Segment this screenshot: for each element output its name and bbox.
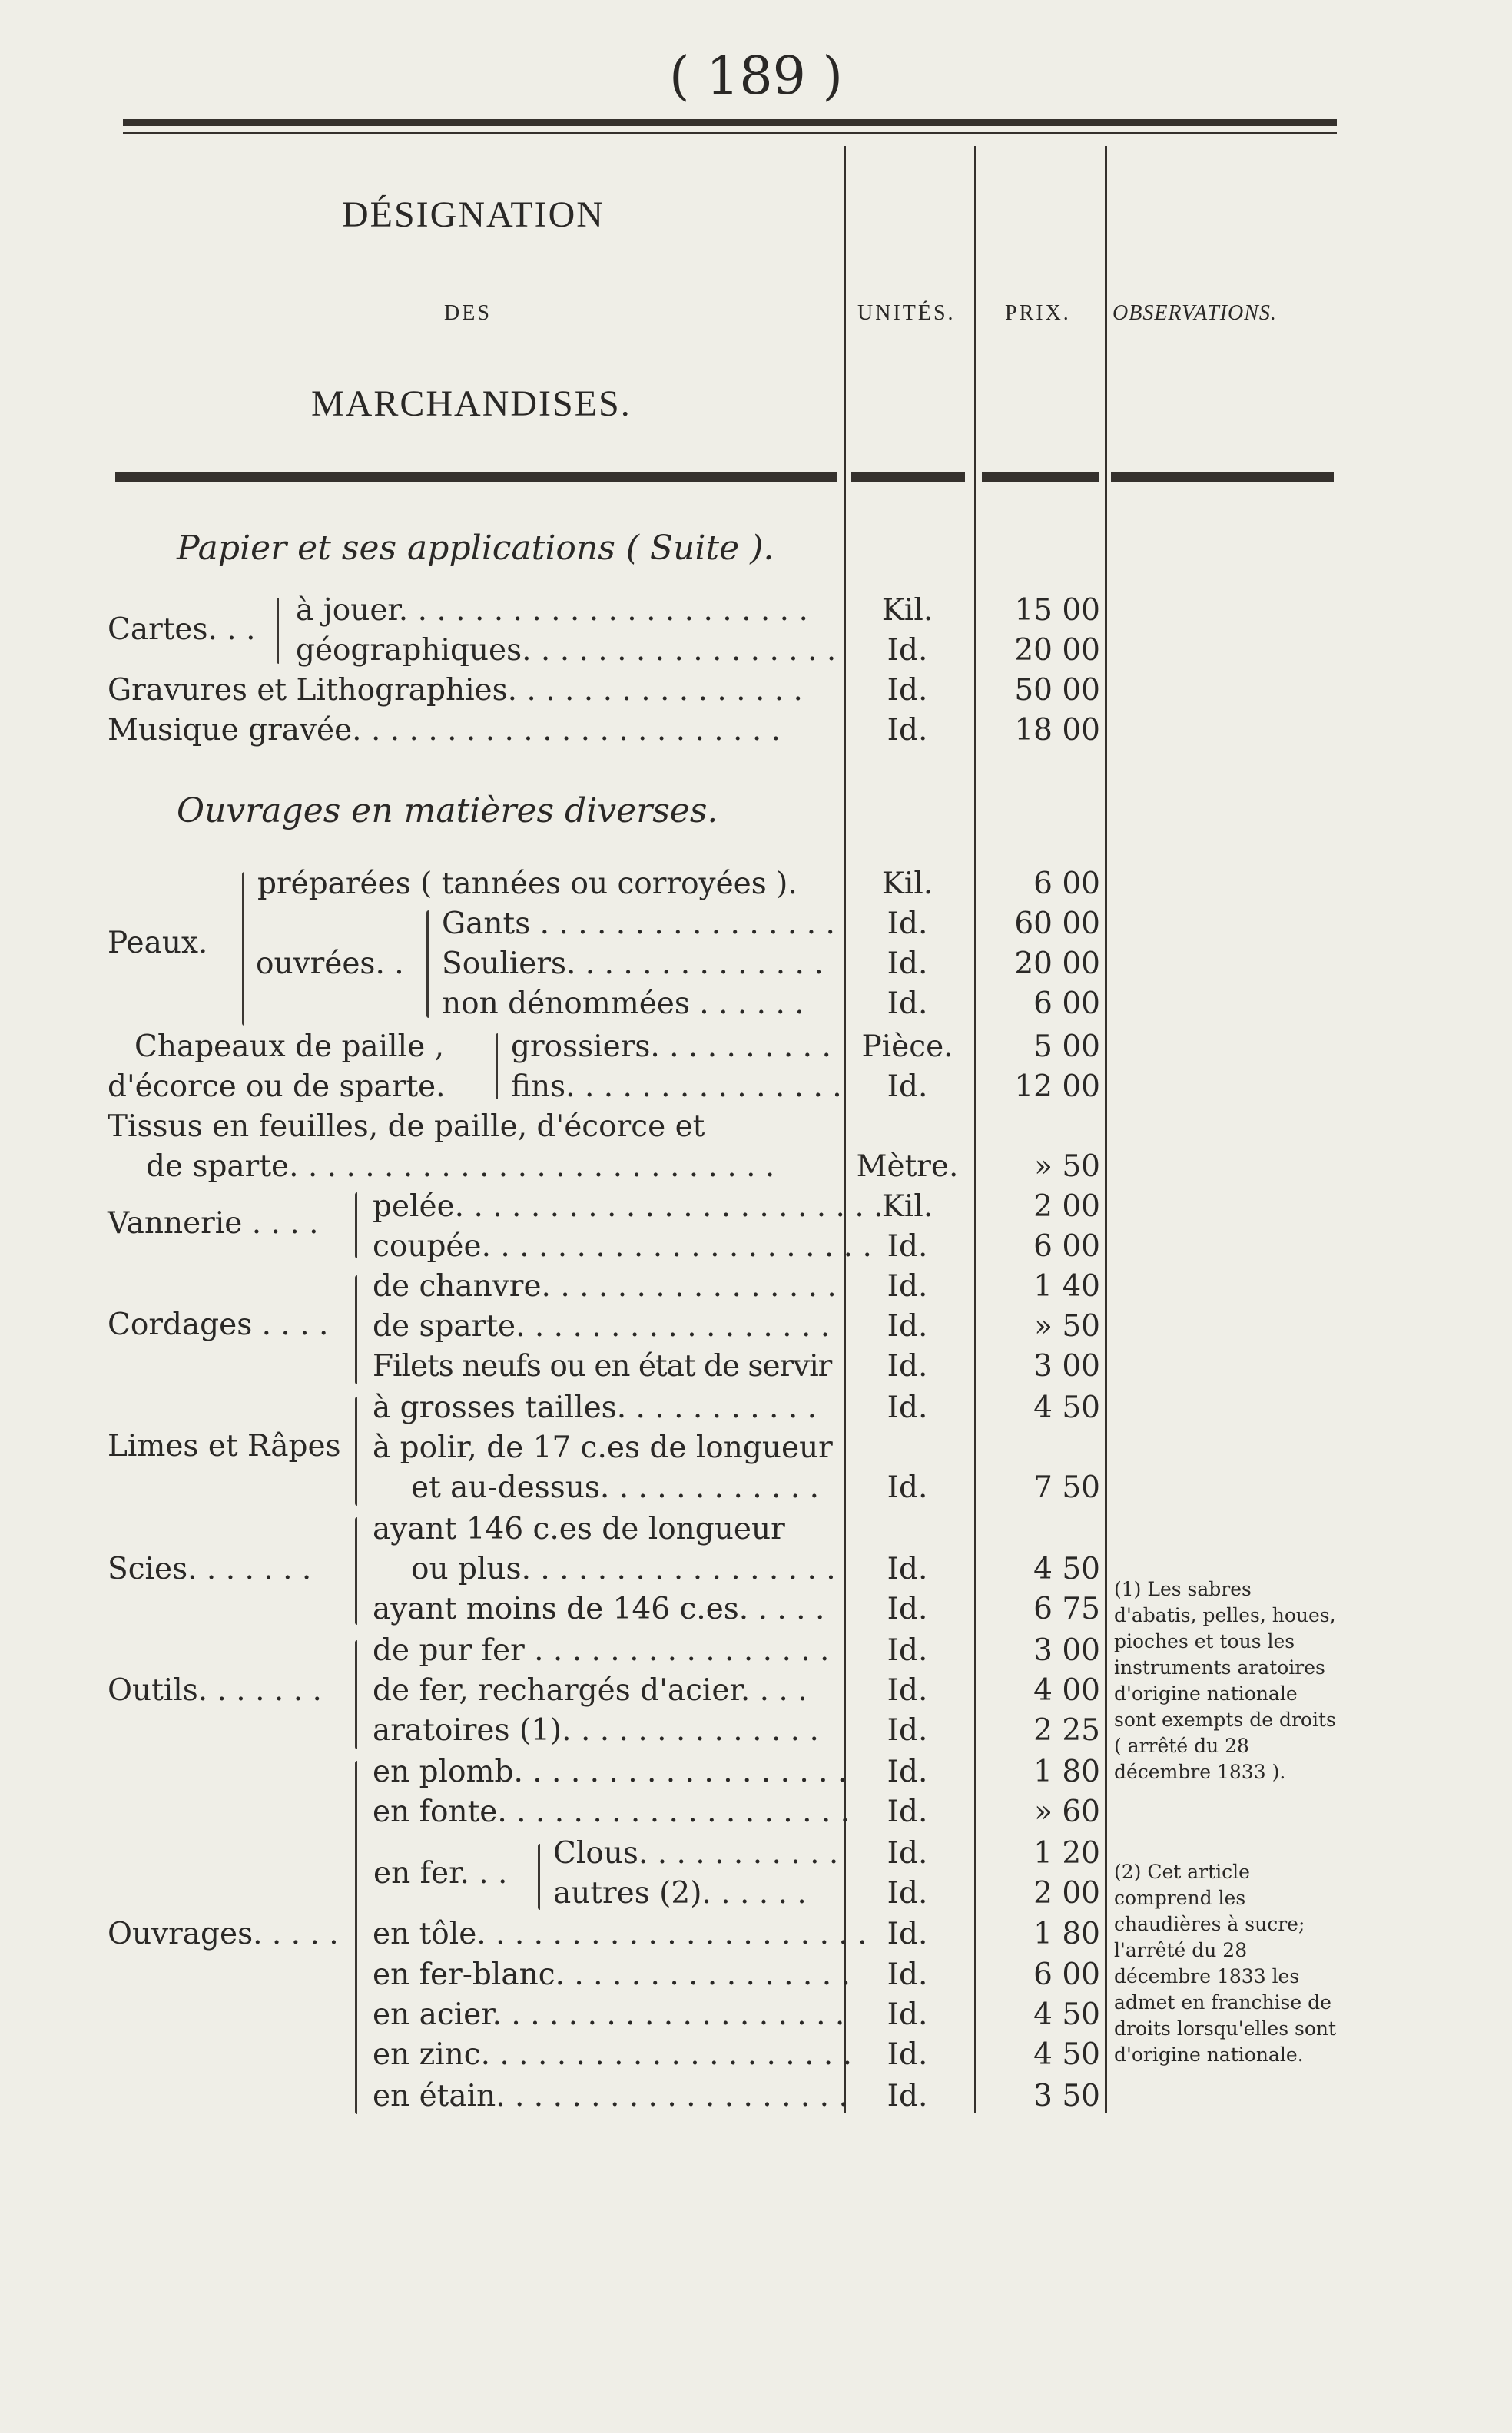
row-price: 6 75	[1033, 1592, 1100, 1626]
row-unit: Kil.	[881, 593, 933, 628]
row-label: autres (2). . . . . .	[553, 1876, 807, 1911]
row-price: 1 80	[1033, 1755, 1100, 1789]
row-label: en fonte. . . . . . . . . . . . . . . . . . .	[373, 1795, 850, 1829]
row-price: 1 20	[1033, 1836, 1100, 1871]
row-unit: Id.	[887, 1269, 928, 1304]
row-label: en tôle. . . . . . . . . . . . . . . . . . . . .	[373, 1917, 867, 1951]
row-price: 6 00	[1033, 1229, 1100, 1264]
row-price: 4 50	[1033, 2037, 1100, 2072]
tariff-row	[0, 1795, 1512, 1833]
tariff-row	[0, 1269, 1512, 1308]
row-unit: Id.	[887, 1997, 928, 2032]
footnote-1: (1) Les sabres d'abatis, pelles, houes, pioches et tous les instruments aratoires d'origine nationale sont exempts de droits ( arrêté du 28 décembre 1833 ).	[1114, 1578, 1336, 1783]
row-price: 4 50	[1033, 1391, 1100, 1425]
row-price: 2 00	[1033, 1189, 1100, 1224]
tariff-row	[0, 1391, 1512, 1429]
row-price: 20 00	[1014, 633, 1100, 668]
section-title: Papier et ses applications ( Suite ).	[177, 529, 774, 568]
header-prix: PRIX.	[1005, 301, 1071, 325]
row-unit: Id.	[887, 1229, 928, 1264]
row-price: 1 80	[1033, 1917, 1100, 1951]
tariff-row	[0, 2079, 1512, 2117]
group-label: Scies. . . . . . .	[108, 1552, 312, 1586]
header-des: DES	[444, 301, 492, 325]
group-label: en fer. . .	[373, 1856, 508, 1891]
row-label: ou plus. . . . . . . . . . . . . . . . .	[411, 1552, 836, 1586]
header-unites: UNITÉS.	[857, 301, 956, 325]
row-price: 50 00	[1014, 673, 1100, 708]
tariff-row	[0, 1349, 1512, 1387]
row-unit: Id.	[887, 1349, 928, 1384]
row-unit: Id.	[887, 946, 928, 981]
row-label: grossiers. . . . . . . . . .	[511, 1029, 831, 1064]
tariff-row	[0, 1512, 1512, 1550]
group-label: d'écorce ou de sparte.	[108, 1069, 446, 1104]
row-label: à grosses tailles. . . . . . . . . . .	[373, 1391, 817, 1425]
row-label: en zinc. . . . . . . . . . . . . . . . . . . .	[373, 2037, 853, 2072]
tariff-row	[0, 1470, 1512, 1509]
header-rule	[1111, 472, 1334, 482]
row-price: 3 00	[1033, 1349, 1100, 1384]
tariff-row	[0, 1109, 1512, 1148]
row-price: 6 00	[1033, 867, 1100, 901]
tariff-row	[0, 1069, 1512, 1108]
group-label: Cordages . . . .	[108, 1308, 329, 1342]
row-unit: Id.	[887, 1876, 928, 1911]
row-label: en plomb. . . . . . . . . . . . . . . . . .	[373, 1755, 847, 1789]
row-unit: Id.	[887, 1673, 928, 1708]
row-label: Souliers. . . . . . . . . . . . . .	[442, 946, 824, 981]
tariff-row	[0, 1309, 1512, 1347]
row-price: 1 40	[1033, 1269, 1100, 1304]
row-price: 6 00	[1033, 1957, 1100, 1992]
group-label: Ouvrages. . . . .	[108, 1917, 339, 1951]
row-unit: Id.	[887, 1755, 928, 1789]
row-label: aratoires (1). . . . . . . . . . . . . .	[373, 1713, 819, 1748]
row-unit: Id.	[887, 1713, 928, 1748]
row-unit: Id.	[887, 713, 928, 747]
group-label: Peaux.	[108, 926, 208, 960]
row-unit: Id.	[887, 1836, 928, 1871]
row-label: coupée. . . . . . . . . . . . . . . . . . . . .	[373, 1229, 872, 1264]
row-unit: Id.	[887, 1592, 928, 1626]
tariff-row	[0, 593, 1512, 631]
row-unit: Id.	[887, 1795, 928, 1829]
row-label: en fer-blanc. . . . . . . . . . . . . . . .	[373, 1957, 850, 1992]
row-unit: Id.	[887, 1917, 928, 1951]
row-unit: Id.	[887, 633, 928, 668]
row-label: Tissus en feuilles, de paille, d'écorce et	[108, 1109, 705, 1144]
row-label: pelée. . . . . . . . . . . . . . . . . . . . . . .	[373, 1189, 884, 1224]
group-label: Chapeaux de paille ,	[134, 1029, 444, 1064]
row-label: ayant moins de 146 c.es. . . . .	[373, 1592, 825, 1626]
row-label: de fer, rechargés d'acier. . . .	[373, 1673, 807, 1708]
row-price: 3 50	[1033, 2079, 1100, 2113]
row-unit: Id.	[887, 1957, 928, 1992]
tariff-row	[0, 1229, 1512, 1268]
group-label: Outils. . . . . . .	[108, 1673, 322, 1708]
row-price: 2 25	[1033, 1713, 1100, 1748]
row-label: Gants . . . . . . . . . . . . . . . .	[442, 907, 835, 941]
tariff-row	[0, 1149, 1512, 1188]
row-label: en étain. . . . . . . . . . . . . . . . . . .	[373, 2079, 848, 2113]
row-price: 12 00	[1014, 1069, 1100, 1104]
row-unit: Id.	[887, 1309, 928, 1344]
row-price: 4 50	[1033, 1997, 1100, 2032]
group-label: Limes et Râpes	[108, 1429, 341, 1463]
row-price: » 50	[1034, 1309, 1100, 1344]
row-unit: Id.	[887, 1552, 928, 1586]
row-price: 7 50	[1033, 1470, 1100, 1505]
tariff-row	[0, 713, 1512, 751]
tariff-row	[0, 986, 1512, 1025]
row-unit: Kil.	[881, 1189, 933, 1224]
row-unit: Id.	[887, 2079, 928, 2113]
tariff-row	[0, 1430, 1512, 1469]
row-label: de chanvre. . . . . . . . . . . . . . . .	[373, 1269, 837, 1304]
row-unit: Mètre.	[856, 1149, 959, 1184]
row-label: non dénommées . . . . . .	[442, 986, 804, 1021]
row-unit: Id.	[887, 1470, 928, 1505]
row-label: Musique gravée. . . . . . . . . . . . . . . . . . . . . . .	[108, 713, 781, 747]
tariff-row	[0, 633, 1512, 671]
row-unit: Pièce.	[861, 1029, 953, 1064]
row-price: 5 00	[1033, 1029, 1100, 1064]
tariff-row	[0, 1189, 1512, 1228]
page-number: ( 189 )	[668, 46, 844, 107]
tariff-row	[0, 907, 1512, 945]
row-unit: Kil.	[881, 867, 933, 901]
row-label: à jouer. . . . . . . . . . . . . . . . . . . . . .	[296, 593, 808, 628]
row-unit: Id.	[887, 1069, 928, 1104]
tariff-row	[0, 946, 1512, 985]
row-price: 2 00	[1033, 1876, 1100, 1911]
row-unit: Id.	[887, 1391, 928, 1425]
header-rule	[115, 472, 837, 482]
row-price: 15 00	[1014, 593, 1100, 628]
row-price: 60 00	[1014, 907, 1100, 941]
row-label: de sparte. . . . . . . . . . . . . . . . . . . . . . . . . .	[146, 1149, 775, 1184]
row-label: géographiques. . . . . . . . . . . . . . . . .	[296, 633, 837, 668]
tariff-row	[0, 1029, 1512, 1068]
row-unit: Id.	[887, 2037, 928, 2072]
tariff-row	[0, 867, 1512, 905]
row-label: de pur fer . . . . . . . . . . . . . . . .	[373, 1633, 830, 1668]
row-price: 3 00	[1033, 1633, 1100, 1668]
header-observations: OBSERVATIONS.	[1112, 301, 1277, 325]
header-designation: DÉSIGNATION	[342, 194, 605, 235]
row-unit: Id.	[887, 1633, 928, 1668]
group-label: Vannerie . . . .	[108, 1206, 319, 1241]
row-price: 18 00	[1014, 713, 1100, 747]
row-label: préparées ( tannées ou corroyées ).	[257, 867, 797, 901]
row-label: et au-dessus. . . . . . . . . . . .	[411, 1470, 820, 1505]
top-rule	[123, 119, 1337, 126]
tariff-row	[0, 673, 1512, 711]
row-unit: Id.	[887, 673, 928, 708]
row-price: 4 00	[1033, 1673, 1100, 1708]
row-price: » 60	[1034, 1795, 1100, 1829]
header-marchandises: MARCHANDISES.	[311, 383, 632, 424]
row-label: en acier. . . . . . . . . . . . . . . . . . .	[373, 1997, 845, 2032]
row-price: 6 00	[1033, 986, 1100, 1021]
row-label: à polir, de 17 c.es de longueur	[373, 1430, 833, 1465]
row-label: Filets neufs ou en état de servir	[373, 1349, 832, 1384]
footnote-2: (2) Cet article comprend les chaudières à sucre; l'arrêté du 28 décembre 1833 les admet en franchise de droits lorsqu'elles sont d'origine nationale.	[1114, 1861, 1337, 2066]
header-rule	[982, 472, 1099, 482]
row-unit: Id.	[887, 907, 928, 941]
row-label: Gravures et Lithographies. . . . . . . . . . . . . . . .	[108, 673, 803, 708]
row-label: ayant 146 c.es de longueur	[373, 1512, 785, 1546]
row-label: Clous. . . . . . . . . . .	[553, 1836, 839, 1871]
row-price: 4 50	[1033, 1552, 1100, 1586]
row-label: de sparte. . . . . . . . . . . . . . . . .	[373, 1309, 831, 1344]
top-rule-thin	[123, 132, 1337, 134]
row-price: 20 00	[1014, 946, 1100, 981]
header-rule	[851, 472, 965, 482]
group-label: ouvrées. .	[256, 946, 404, 981]
section-title: Ouvrages en matières diverses.	[177, 791, 718, 830]
row-unit: Id.	[887, 986, 928, 1021]
group-label: Cartes. . .	[108, 612, 256, 647]
row-label: fins. . . . . . . . . . . . . . .	[511, 1069, 842, 1104]
row-price: » 50	[1034, 1149, 1100, 1184]
